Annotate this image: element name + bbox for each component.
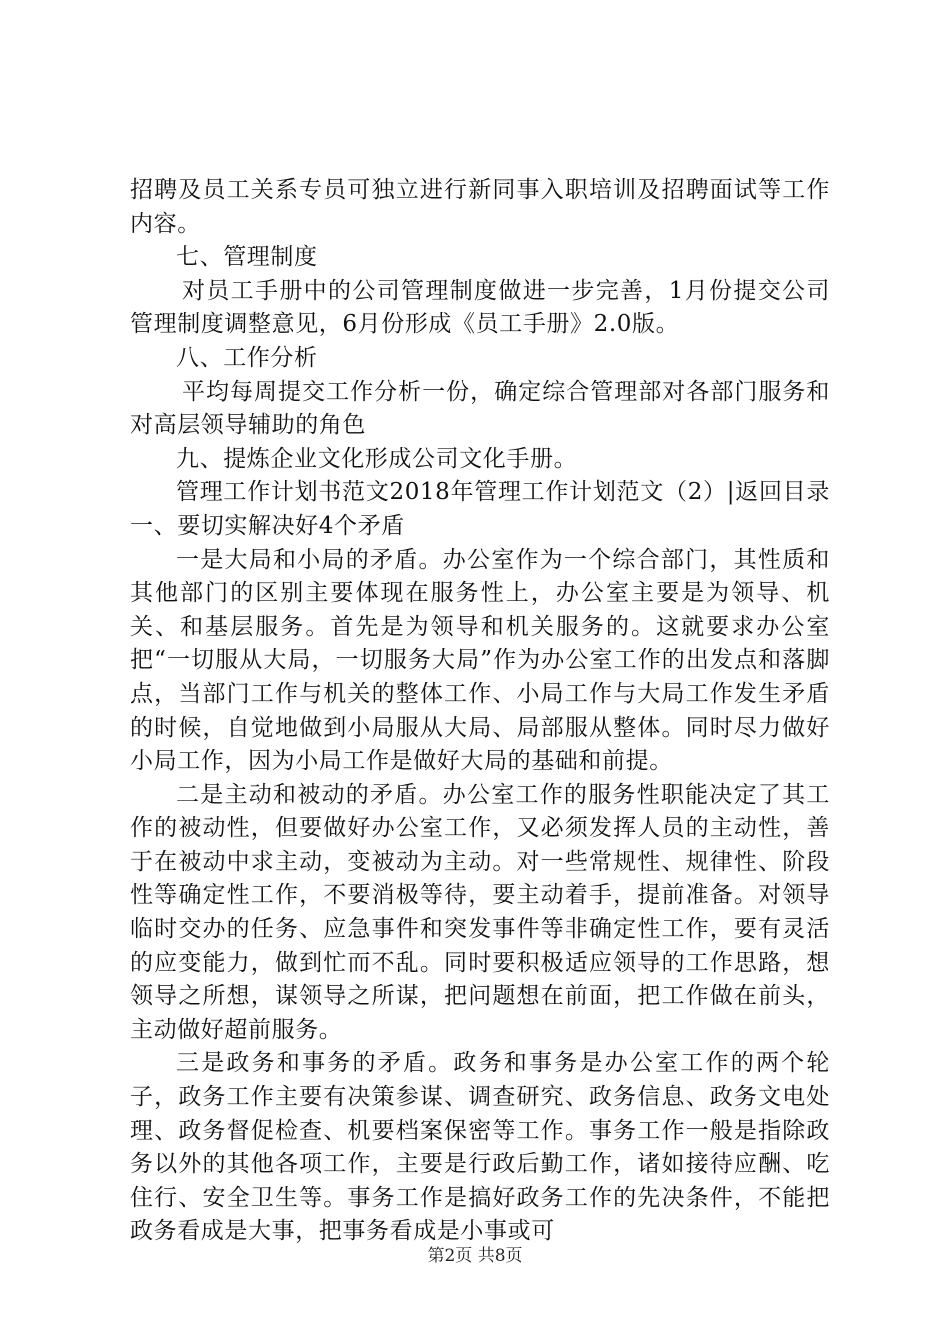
heading-work-analysis: 八、工作分析: [176, 344, 318, 371]
paragraph-section-title: 管理工作计划书范文2018年管理工作计划范文（2）|返回目录一、要切实解决好4个矛盾: [130, 479, 830, 539]
heading-management-system: 七、管理制度: [176, 244, 318, 271]
page-footer: 第2页 共8页: [427, 1246, 523, 1266]
paragraph-continuation: 招聘及员工关系专员可独立进行新同事入职培训及招聘面试等工作内容。: [130, 177, 830, 237]
document-body: [130, 174, 830, 1249]
paragraph-work-analysis: 平均每周提交工作分析一份，确定综合管理部对各部门服务和对高层领导辅助的角色: [130, 378, 830, 439]
paragraph-contradiction-3: 三是政务和事务的矛盾。政务和事务是办公室工作的两个轮子，政务工作主要有决策参谋、调查研究、政务信息、政务文电处理、政务督促检查、机要档案保密等工作。事务工作一般是指除政务以外的其他各项工作，主要是行政后勤工作，诸如接待应酬、吃住行、安全卫生等。事务工作是搞好政务工作的先决条件，不能把政务看成是大事，把事务看成是小事或可: [130, 1050, 830, 1245]
heading-corporate-culture: 九、提炼企业文化形成公司文化手册。: [176, 445, 578, 472]
paragraph-contradiction-1: 一是大局和小局的矛盾。办公室作为一个综合部门，其性质和其他部门的区别主要体现在服务性上，办公室主要是为领导、机关、和基层服务。首先是为领导和机关服务的。这就要求办公室把“一切服从大局，一切服务大局”作为办公室工作的出发点和落脚点，当部门工作与机关的整体工作、小局工作与大局工作发生矛盾的时候，自觉地做到小局服从大局、局部服从整体。同时尽力做好小局工作，因为小局工作是做好大局的基础和前提。: [130, 546, 830, 775]
paragraph-contradiction-2: 二是主动和被动的矛盾。办公室工作的服务性职能决定了其工作的被动性，但要做好办公室工作，又必须发挥人员的主动性，善于在被动中求主动，变被动为主动。对一些常规性、规律性、阶段性等确定性工作，不要消极等待，要主动着手，提前准备。对领导临时交办的任务、应急事件和突发事件等非确定性工作，要有灵活的应变能力，做到忙而不乱。同时要积极适应领导的工作思路，想领导之所想，谋领导之所谋，把问题想在前面，把工作做在前头，主动做好超前服务。: [130, 781, 830, 1043]
paragraph-management-system: 对员工手册中的公司管理制度做进一步完善，1月份提交公司管理制度调整意见，6月份形成《员工手册》2.0版。: [130, 277, 830, 338]
